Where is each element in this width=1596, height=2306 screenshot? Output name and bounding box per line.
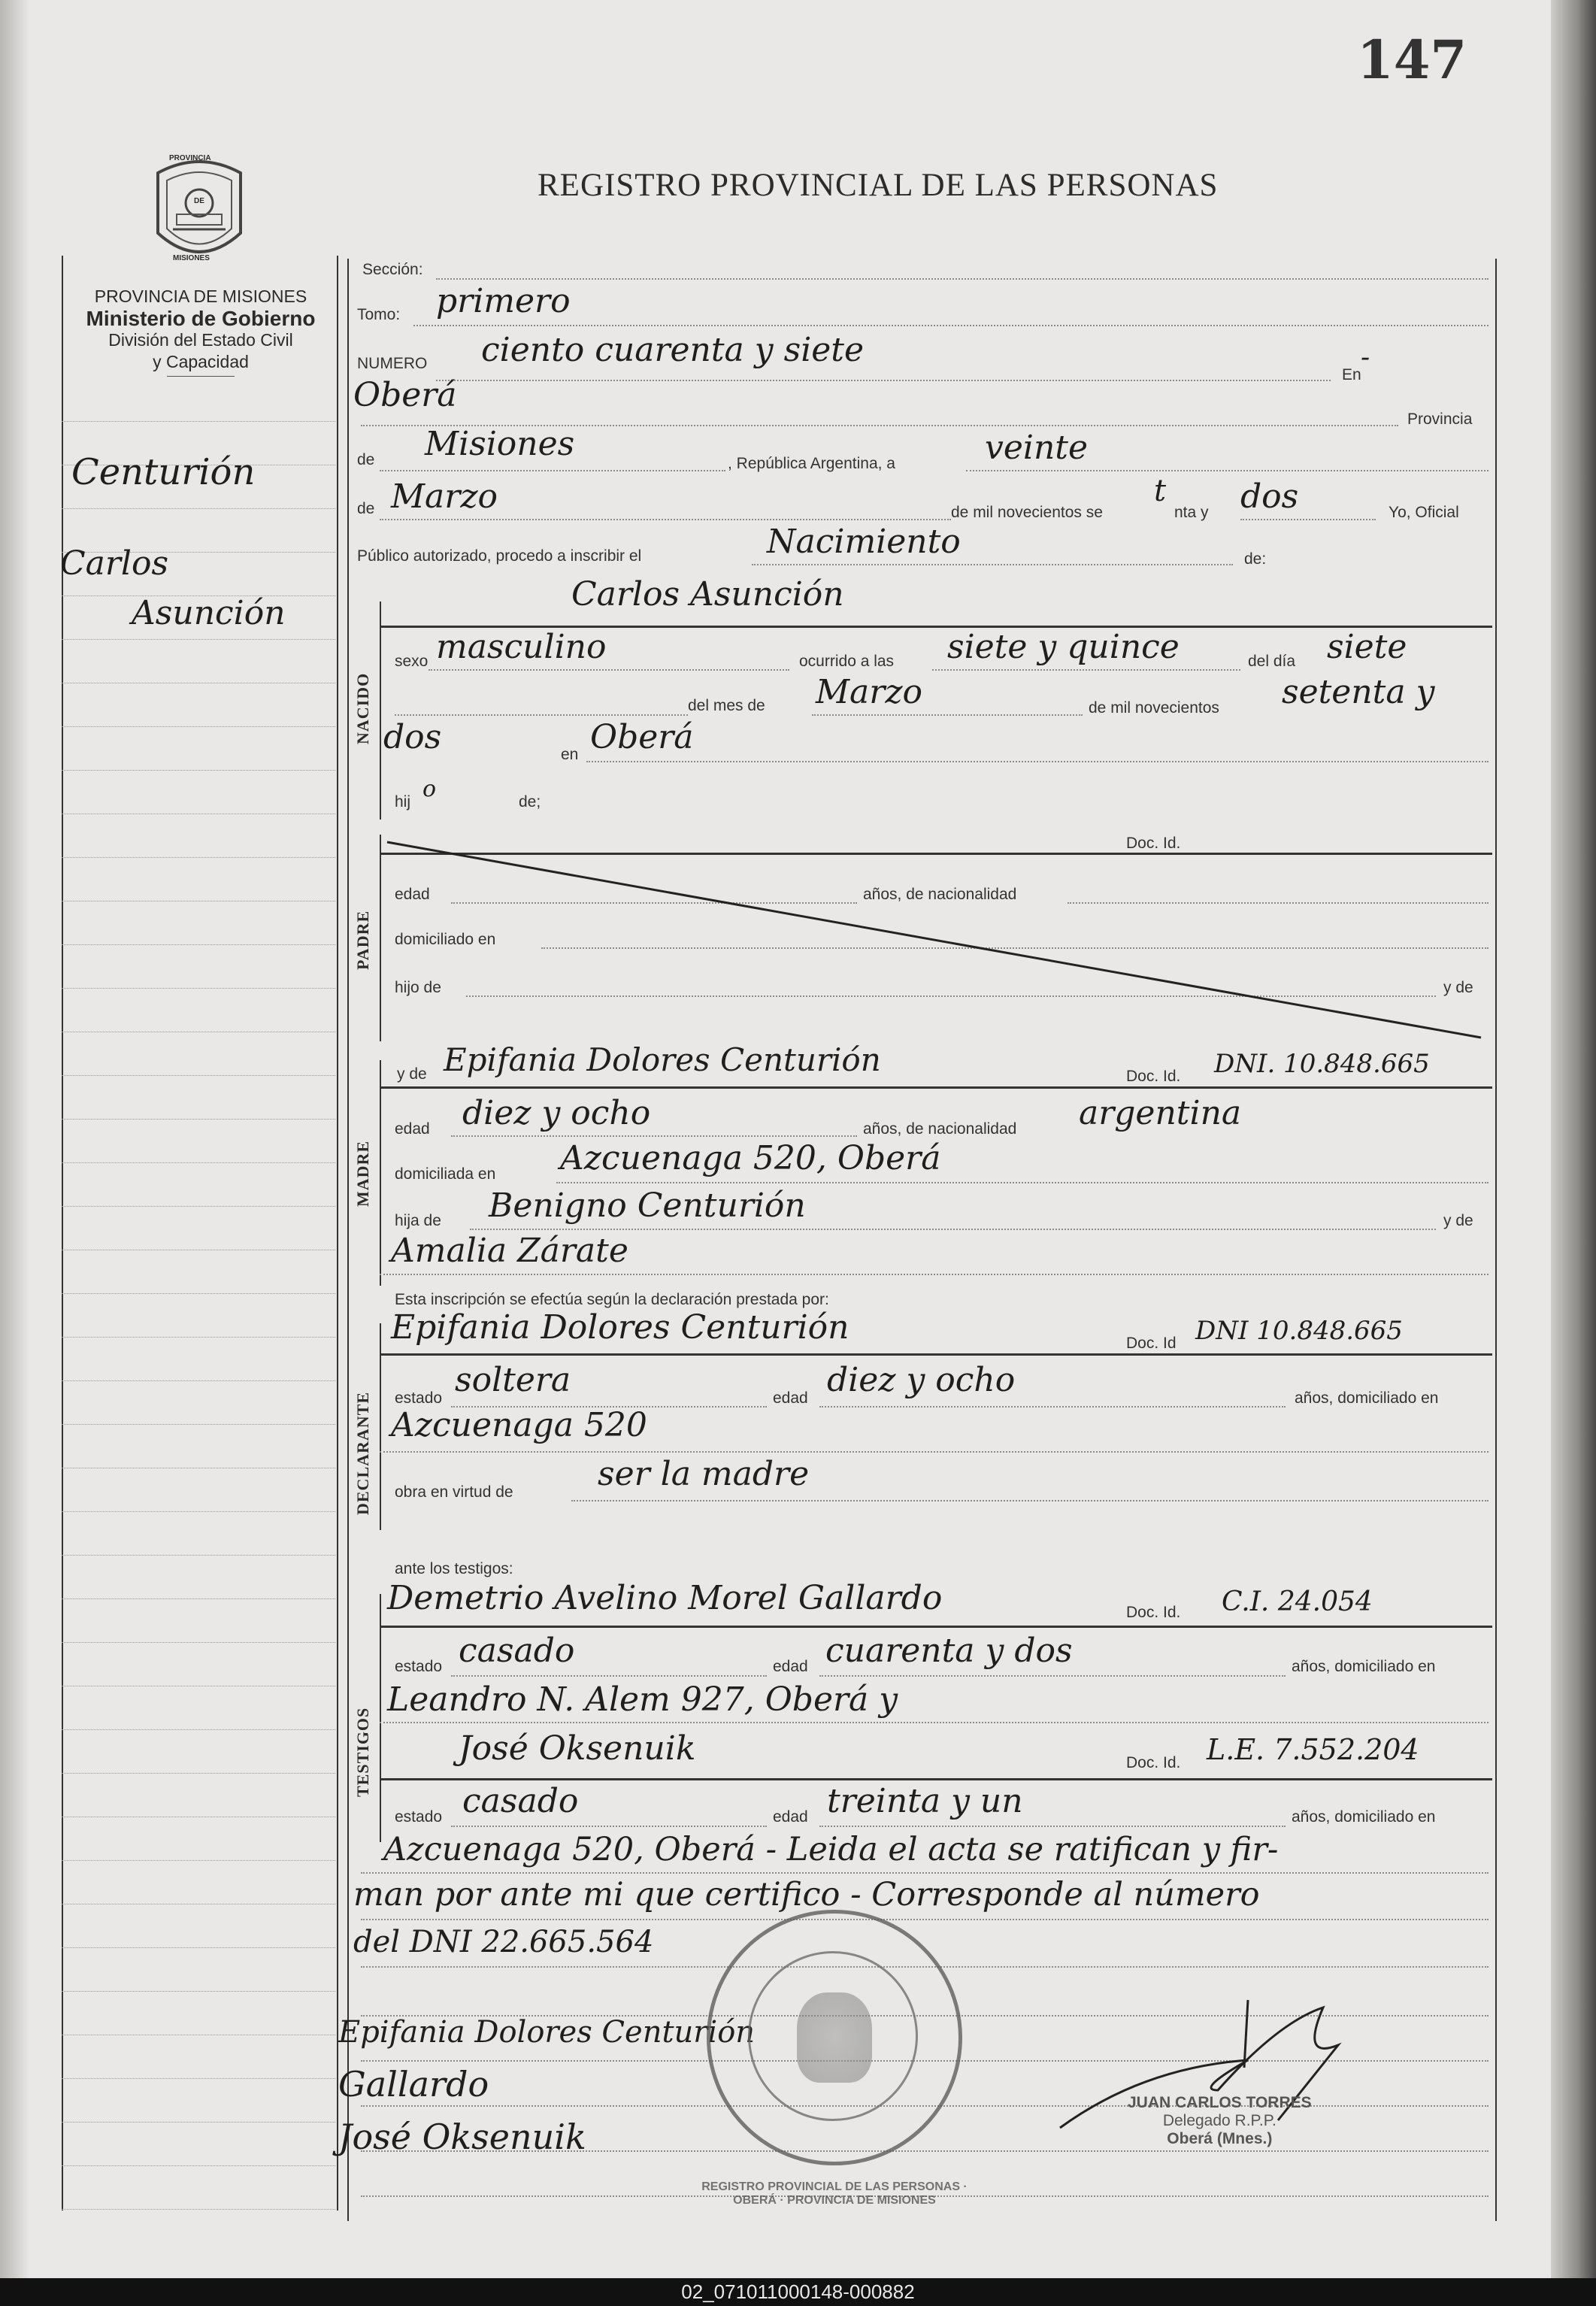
month-value: Marzo (391, 477, 498, 516)
witness2-edad-label: edad (773, 1808, 808, 1826)
mother-nationality: argentina (1079, 1094, 1242, 1132)
birth-place-value: Oberá (590, 718, 694, 756)
mother-father-name: Benigno Centurión (489, 1186, 806, 1225)
witness1-edad-line (819, 1675, 1286, 1677)
province-crest-icon (143, 150, 256, 271)
margin-rule (62, 1337, 335, 1338)
witness2-estado-label: estado (395, 1808, 443, 1826)
year-suffix-label: nta y (1174, 504, 1209, 521)
madre-hija-label: hija de (395, 1212, 441, 1229)
ocurrido-label: ocurrido a las (799, 653, 895, 670)
witness1-doc: C.I. 24.054 (1222, 1586, 1373, 1617)
margin-rule (62, 1119, 335, 1120)
declarante-anios-label: años, domiciliado en (1295, 1389, 1439, 1407)
witness2-name: José Oksenuik (459, 1729, 696, 1768)
witness1-doc-label: Doc. Id. (1126, 1604, 1181, 1621)
witness1-estado-line (451, 1675, 767, 1677)
witness2-estado-line (451, 1826, 767, 1827)
act-line (752, 564, 1233, 565)
madre-section-label: MADRE (353, 1140, 372, 1207)
ministry-line1: PROVINCIA DE MISIONES (94, 286, 307, 306)
de3-label: de: (1244, 550, 1267, 568)
witness1-top-rule (380, 1626, 1492, 1628)
delmes-label: del mes de (688, 697, 765, 714)
madre-mother-line (380, 1274, 1488, 1275)
de-label: de (357, 451, 375, 468)
margin-rule (62, 508, 335, 509)
declarant-name: Epifania Dolores Centurión (391, 1308, 849, 1347)
official-seal (707, 1910, 962, 2165)
witness2-top-rule (380, 1778, 1492, 1780)
madre-yde-label: y de (397, 1065, 427, 1083)
provincia-line (380, 470, 725, 471)
madre-doc-label: Doc. Id. (1126, 1068, 1181, 1085)
witness1-domicilio-line (380, 1722, 1488, 1723)
crest-bottom-text: MISIONES (173, 254, 210, 262)
padre-yde-label: y de (1443, 979, 1473, 996)
declarante-edad-label: edad (773, 1389, 808, 1407)
numero-line (436, 380, 1331, 381)
madre-section-rule (380, 1060, 381, 1286)
numero-value: ciento cuarenta y siete (481, 331, 865, 369)
delmes-line (395, 714, 688, 716)
declarante-doc-label: Doc. Id (1126, 1335, 1177, 1352)
en-label: En (1342, 366, 1361, 383)
declarante-intro-label: Esta inscripción se efectúa según la declaración prestada por: (395, 1291, 829, 1308)
witness2-status: casado (462, 1782, 579, 1820)
margin-rule (62, 1075, 335, 1076)
margin-given-name-2: Asunción (132, 594, 286, 632)
witness1-edad-label: edad (773, 1658, 808, 1675)
madre-yde2-label: y de (1443, 1212, 1473, 1229)
registry-title: REGISTRO PROVINCIAL DE LAS PERSONAS (538, 168, 1219, 203)
act-value: Nacimiento (767, 523, 961, 561)
margin-rule (62, 1380, 335, 1381)
declarant-status: soltera (455, 1361, 571, 1399)
ministry-heading (62, 286, 340, 377)
margin-rule (62, 1860, 335, 1861)
official-signature-block (1128, 2094, 1312, 2148)
declarant-doc: DNI 10.848.665 (1195, 1316, 1403, 1346)
signature-mother: Epifania Dolores Centurión (338, 2015, 756, 2050)
margin-rule (62, 857, 335, 858)
signature-witness1: Gallardo (338, 2064, 489, 2104)
margin-rule (62, 1991, 335, 1992)
margin-rule (62, 1598, 335, 1599)
seccion-line (436, 278, 1488, 280)
margin-rule (62, 944, 335, 945)
closing-line-3: del DNI 22.665.564 (353, 1925, 654, 1959)
hijo-de-label: de; (519, 793, 541, 811)
padre-hijo-label: hijo de (395, 979, 441, 996)
declarante-top-rule (380, 1353, 1492, 1356)
mother-name: Epifania Dolores Centurión (444, 1041, 881, 1078)
month-line (380, 519, 951, 520)
padre-doc-label: Doc. Id. (1126, 835, 1181, 852)
margin-rule (62, 1162, 335, 1163)
madre-domicilio-line (556, 1182, 1488, 1183)
margin-rule (62, 988, 335, 989)
page-number: 147 (1357, 29, 1467, 91)
margin-rule (62, 1293, 335, 1294)
witness2-edad-line (819, 1826, 1286, 1827)
margin-given-name-1: Carlos (60, 544, 169, 583)
margin-rule (62, 1773, 335, 1774)
declarant-age: diez y ocho (827, 1361, 1016, 1399)
republica-label: , República Argentina, a (728, 455, 895, 472)
mother-doc: DNI. 10.848.665 (1214, 1049, 1430, 1079)
testigos-section-label: TESTIGOS (353, 1707, 372, 1797)
year-value: dos (1240, 477, 1299, 516)
page-edge-shadow (0, 0, 30, 2278)
birth-year-value-1: setenta y (1282, 673, 1435, 711)
margin-surname: Centurión (71, 451, 256, 493)
official-place: Oberá (Mnes.) (1167, 2130, 1273, 2147)
padre-crossout-line (380, 838, 1492, 1041)
birth-month-line (812, 714, 1083, 716)
witness1-age: cuarenta y dos (825, 1632, 1073, 1670)
witness2-age: treinta y un (827, 1782, 1023, 1820)
day-line (966, 470, 1488, 471)
declarante-edad-line (819, 1406, 1286, 1408)
ministry-rule (167, 376, 235, 377)
sexo-line (429, 669, 789, 671)
mother-address: Azcuenaga 520, Oberá (560, 1139, 941, 1177)
crest-top-text: PROVINCIA (169, 154, 211, 162)
de2-label: de (357, 500, 375, 517)
declarante-domicilio-line (380, 1451, 1488, 1453)
crest-middle-text: DE (194, 197, 204, 205)
mother-age: diez y ocho (462, 1094, 651, 1132)
birth-year-value-2: dos (383, 718, 442, 756)
closing-line-1: Azcuenaga 520, Oberá - Leida el acta se ratifican y fir- (383, 1831, 1279, 1868)
margin-rule (62, 1729, 335, 1730)
year-mark: t (1154, 474, 1167, 508)
declarante-obra-label: obra en virtud de (395, 1483, 513, 1501)
margin-rule (62, 726, 335, 727)
madre-hija-line (470, 1229, 1436, 1230)
declarante-estado-label: estado (395, 1389, 443, 1407)
madre-domiciliada-label: domiciliada en (395, 1165, 496, 1183)
tomo-value: primero (436, 282, 571, 320)
year-line (1240, 519, 1376, 520)
place-value: Oberá (353, 376, 457, 414)
closing-line-2-rule (361, 1919, 1488, 1920)
seal-text: REGISTRO PROVINCIAL DE LAS PERSONAS · OBERÁ · PROVINCIA DE MISIONES (701, 2180, 968, 2207)
publico-label: Público autorizado, procedo a inscribir el (357, 547, 642, 565)
padre-edad-label: edad (395, 886, 430, 903)
sexo-value: masculino (436, 628, 607, 666)
padre-domiciliado-label: domiciliado en (395, 931, 496, 948)
margin-rule (62, 639, 335, 640)
witness1-address: Leandro N. Alem 927, Oberá y (387, 1680, 898, 1719)
closing-line-2: man por ante mi que certifico - Corresponde al número (353, 1876, 1260, 1914)
birth-month-value: Marzo (816, 673, 922, 711)
child-name: Carlos Asunción (571, 575, 844, 614)
ministry-line4: y Capacidad (153, 352, 249, 371)
birth-place-line (586, 761, 1488, 762)
signature-witness2: José Oksenuik (338, 2117, 586, 2157)
margin-rule (62, 2209, 335, 2210)
tomo-label: Tomo: (357, 306, 401, 323)
book-binding (1551, 0, 1596, 2278)
hijo-suffix: o (422, 776, 437, 802)
official-title: Delegado R.P.P. (1162, 2112, 1276, 2129)
provincia-label: Provincia (1407, 411, 1473, 428)
en-value: - (1361, 342, 1370, 373)
provincia-value: Misiones (425, 425, 575, 463)
seccion-label: Sección: (362, 261, 423, 278)
padre-anios-label: años, de nacionalidad (863, 886, 1017, 903)
declarante-obra-line (571, 1500, 1488, 1501)
padre-section-label: PADRE (353, 910, 372, 970)
testigos-section-rule (380, 1594, 381, 1842)
margin-rule (62, 770, 335, 771)
witness2-doc: L.E. 7.552.204 (1207, 1733, 1419, 1766)
birth-day-value: siete (1327, 628, 1407, 666)
margin-rule (62, 1424, 335, 1425)
closing-line-1-rule (361, 1872, 1488, 1874)
oficial-label: Yo, Oficial (1389, 504, 1459, 521)
day-value: veinte (985, 429, 1089, 467)
witness2-doc-label: Doc. Id. (1126, 1754, 1181, 1771)
declarant-reason: ser la madre (598, 1455, 810, 1493)
madre-top-rule (380, 1086, 1492, 1089)
margin-rule (62, 1206, 335, 1207)
year-prefix-label: de mil novecientos se (951, 504, 1103, 521)
margin-rule (62, 2122, 335, 2123)
hour-line (932, 669, 1240, 671)
sexo-label: sexo (395, 653, 429, 670)
declarante-section-label: DECLARANTE (353, 1391, 372, 1515)
demil-label: de mil novecientos (1089, 699, 1219, 717)
witness2-anios-label: años, domiciliado en (1292, 1808, 1436, 1826)
mother-mother-name: Amalia Zárate (391, 1232, 628, 1270)
deldia-label: del día (1248, 653, 1296, 670)
ministry-line3: División del Estado Civil (108, 330, 293, 350)
margin-rule (62, 2165, 335, 2166)
testigos-intro-label: ante los testigos: (395, 1560, 513, 1577)
margin-rule (62, 2078, 335, 2079)
witness1-anios-label: años, domiciliado en (1292, 1658, 1436, 1675)
hijo-label: hij (395, 793, 411, 811)
madre-anios-label: años, de nacionalidad (863, 1120, 1017, 1138)
official-name: JUAN CARLOS TORRES (1128, 2094, 1312, 2111)
madre-edad-line (451, 1135, 857, 1137)
declarant-address: Azcuenaga 520 (391, 1406, 647, 1444)
nacido-en-label: en (561, 746, 579, 763)
margin-rule (62, 1555, 335, 1556)
numero-label: NUMERO (357, 355, 428, 372)
nacido-section-rule (380, 601, 381, 820)
margin-rule (62, 1947, 335, 1948)
scan-id: 02_071011000148-000882 (0, 2278, 1596, 2306)
hour-value: siete y quince (947, 628, 1180, 666)
witness1-name: Demetrio Avelino Morel Gallardo (387, 1579, 943, 1617)
nacido-section-label: NACIDO (353, 672, 372, 744)
witness1-status: casado (459, 1632, 575, 1670)
margin-rule (62, 421, 335, 422)
margin-rule (62, 1511, 335, 1512)
tomo-line (413, 325, 1488, 326)
margin-rule (62, 1642, 335, 1643)
ministry-line2: Ministerio de Gobierno (86, 307, 316, 330)
witness1-estado-label: estado (395, 1658, 443, 1675)
madre-edad-label: edad (395, 1120, 430, 1138)
